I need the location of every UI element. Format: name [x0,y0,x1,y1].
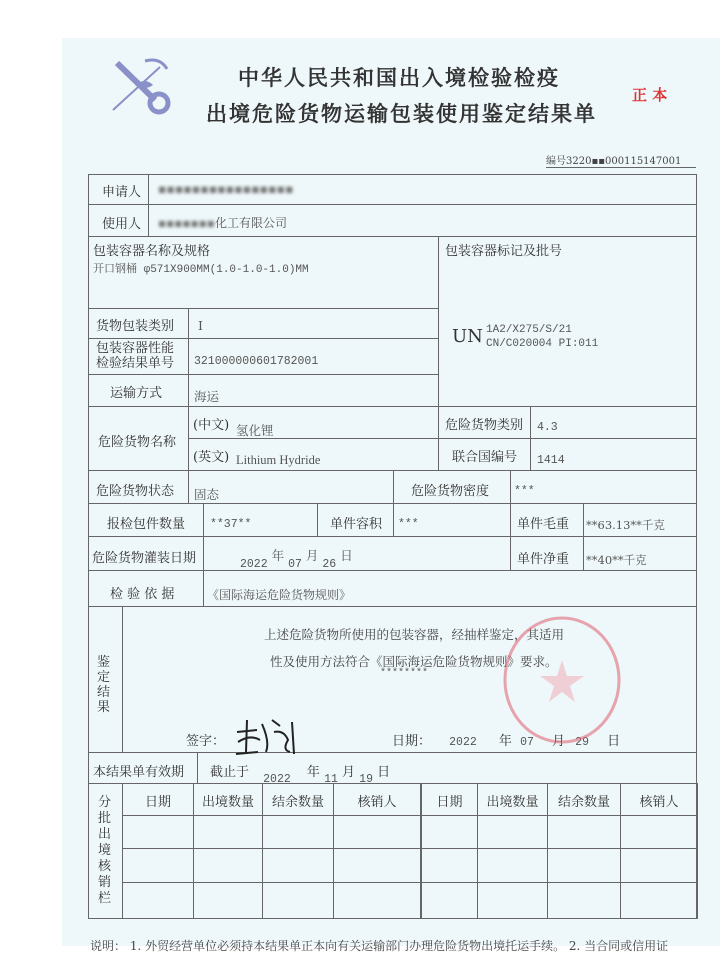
mark-line-1: 1A2/X275/S/21 [486,324,572,336]
qty-label: 报检包件数量 [107,517,186,532]
class-label: 危险货物类别 [445,418,524,433]
result-day: 29 [575,736,589,749]
mark-line-2: CN/C020004 PI:011 [486,338,599,350]
validity-day: 19 [359,773,373,786]
result-year: 2022 [449,736,477,749]
user-value [158,214,287,231]
writeoff-column-label: 结余数量 [557,795,610,810]
writeoff-header-cell [547,783,621,816]
writeoff-cell [333,848,421,883]
writeoff-cell [620,882,698,919]
title-line-1: 中华人民共和国出入境检验检疫 [238,65,560,90]
writeoff-header-cell [620,783,698,816]
signature-icon [232,712,302,757]
packing-group-value: I [198,318,203,333]
cn-name-value: 氢化锂 [236,423,274,438]
transport-value: 海运 [194,389,220,404]
writeoff-header-cell [477,783,548,816]
volume-value: *** [398,518,419,531]
day-unit: 日 [607,734,621,749]
basis-value: 《国际海运危险货物规则》 [207,588,352,602]
writeoff-column-label: 出境数量 [486,795,539,810]
writeoff-cell [477,882,548,919]
writeoff-cell [420,848,478,883]
writeoff-label: 分批出境核销栏 [98,795,112,906]
perf-label-2: 检验结果单号 [96,356,175,371]
fill-month: 07 [288,558,302,571]
un-number-label: 联合国编号 [452,450,518,465]
title-line-2: 出境危险货物运输包装使用鉴定结果单 [206,101,597,126]
writeoff-cell [333,882,421,919]
day-unit: 日 [340,548,353,563]
packing-group-label: 货物包装类别 [96,319,175,334]
validity-date [210,761,391,786]
writeoff-cell [333,815,421,849]
serial-label: 编号 [546,156,566,167]
writeoff-cell [547,848,621,883]
writeoff-column-label: 结余数量 [271,795,324,810]
validity-month: 11 [324,773,338,786]
writeoff-cell [620,848,698,883]
serial-value: 3220▪▪000115147001 [566,156,682,167]
un-number-value: 1414 [537,454,565,467]
container-mark-label: 包装容器标记及批号 [445,244,563,259]
official-seal-icon [500,610,625,750]
writeoff-column-label: 出境数量 [201,795,254,810]
state-label: 危险货物状态 [96,484,175,499]
un-mark: UN [452,326,483,347]
net-weight-label: 单件净重 [517,552,570,567]
until-label: 截止于 [210,765,250,780]
writeoff-cell [122,848,194,883]
state-value: 固态 [194,487,220,502]
perf-label-1: 包装容器性能 [96,341,175,356]
goods-name-label: 危险货物名称 [98,435,177,450]
fill-date [240,546,353,571]
serial-number [546,152,696,168]
writeoff-header-cell [262,783,334,816]
user-value-redacted: ▪▪▪▪▪▪▪ [158,216,215,230]
basis-label: 检 验 依 据 [110,587,175,602]
writeoff-cell [420,882,478,919]
day-unit: 日 [377,765,391,780]
month-unit: 月 [305,548,319,563]
writeoff-header-cell [420,783,478,816]
writeoff-cell [193,848,263,883]
writeoff-column-label: 日期 [436,795,463,810]
writeoff-cell [547,815,621,849]
transport-label: 运输方式 [110,386,163,401]
writeoff-cell [262,815,334,849]
user-label: 使用人 [102,217,142,232]
sign-label: 签字： [186,734,226,749]
ciq-logo-icon [105,55,175,115]
class-value: 4.3 [537,421,558,434]
volume-label: 单件容积 [330,517,383,532]
footer-note: 说明： 1. 外贸经营单位必须持本结果单正本向有关运输部门办理危险货物出境托运手续。 2. 当合同或信用证 [90,939,669,953]
writeoff-column-label: 核销人 [639,795,679,810]
qty-value: **37** [210,518,252,531]
gross-weight-label: 单件毛重 [517,517,570,532]
date-label: 日期： [392,734,432,749]
year-unit: 年 [498,734,512,749]
copy-type-original: 正 本 [632,86,668,104]
fill-year: 2022 [240,558,268,571]
writeoff-cell [262,848,334,883]
writeoff-cell [620,815,698,849]
perf-label [96,341,174,371]
cn-prefix: (中文) [193,418,230,433]
writeoff-cell [193,882,263,919]
validity-year: 2022 [263,773,291,786]
writeoff-header-cell [122,783,194,816]
container-name-value: 开口钢桶 φ571X900MM(1.0-1.0-1.0)MM [93,264,309,276]
applicant-label: 申请人 [102,185,142,200]
user-value-visible: 化工有限公司 [214,216,287,230]
en-name-value: Lithium Hydride [236,453,321,467]
writeoff-cell [547,882,621,919]
month-unit: 月 [552,734,566,749]
density-value: *** [514,485,535,498]
writeoff-column-label: 日期 [144,795,171,810]
perf-value: 321000000601782001 [194,355,319,368]
year-unit: 年 [306,765,320,780]
net-weight-value: **40**千克 [586,553,647,567]
year-unit: 年 [271,548,285,563]
writeoff-cell [122,815,194,849]
fill-date-label: 危险货物灌装日期 [92,551,197,566]
writeoff-column-label: 核销人 [357,795,397,810]
writeoff-cell [193,815,263,849]
gross-weight-value: **63.13**千克 [586,518,665,532]
writeoff-cell [477,815,548,849]
month-unit: 月 [342,765,356,780]
result-month: 07 [520,736,534,749]
container-name-label: 包装容器名称及规格 [93,244,211,259]
en-prefix: (英文) [193,450,230,465]
validity-label: 本结果单有效期 [93,765,185,780]
applicant-value: ▪▪▪▪▪▪▪▪▪▪▪▪▪▪▪▪ [158,181,294,196]
result-line-1: 上述危险货物所使用的包装容器，经抽样鉴定，其适用 [264,627,565,642]
fill-day: 26 [322,558,337,571]
result-line-2: 性及使用方法符合《国际海运危险货物规则》要求。 [270,654,558,669]
writeoff-cell [122,882,194,919]
writeoff-cell [477,848,548,883]
writeoff-header-cell [193,783,263,816]
result-label: 鉴定结果 [97,655,111,715]
writeoff-cell [420,815,478,849]
result-stars: ******** [380,668,429,679]
writeoff-header-cell [333,783,421,816]
density-label: 危险货物密度 [411,484,490,499]
writeoff-cell [262,882,334,919]
